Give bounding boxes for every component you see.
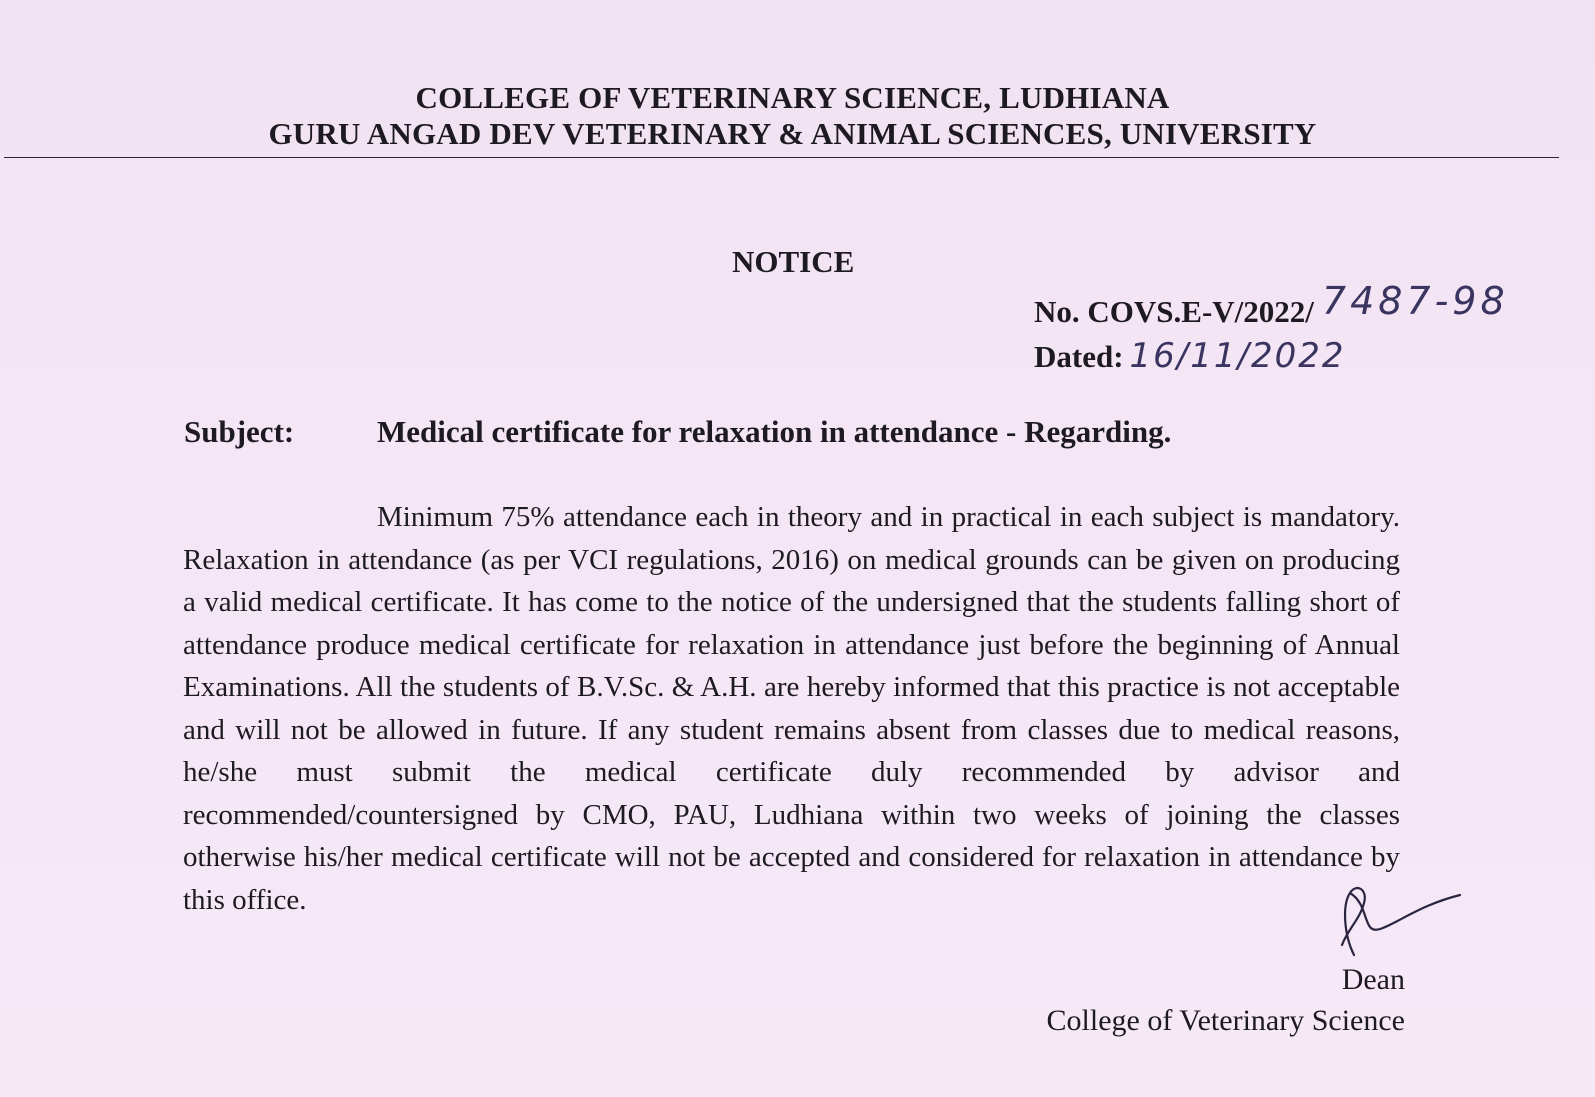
subject-label: Subject: xyxy=(184,414,295,449)
reference-number-handwritten: 7487-98 xyxy=(1321,279,1509,323)
signatory-title: Dean xyxy=(1341,963,1405,996)
college-name: COLLEGE OF VETERINARY SCIENCE, LUDHIANA xyxy=(415,80,1170,115)
dated-handwritten: 16/11/2022 xyxy=(1129,336,1346,376)
dated-line xyxy=(1034,334,1509,379)
reference-number-label: No. COVS.E-V/2022/ xyxy=(1034,294,1314,329)
university-name: GURU ANGAD DEV VETERINARY & ANIMAL SCIENCES, UNIVERSITY xyxy=(268,116,1317,151)
subject-text: Medical certificate for relaxation in attendance - Regarding. xyxy=(377,414,1172,449)
dated-label: Dated: xyxy=(1034,339,1124,374)
reference-block xyxy=(1034,279,1509,379)
dean-signature xyxy=(1340,885,1470,965)
notice-body: Minimum 75% attendance each in theory and in practical in each subject is mandatory. Relaxation in attendance (as per VCI regulations, 2016) on medical grounds can be given on producing a valid medical certificate. It has come to the notice of the undersigned that the students falling short of attendance produce medical certificate for relaxation in attendance just before the beginning of Annual Examinations. All the students of B.V.Sc. & A.H. are hereby informed that this practice is not acceptable and will not be allowed in future. If any student remains absent from classes due to medical reasons, he/she must submit the medical certificate duly recommended by advisor and recommended/countersigned by CMO, PAU, Ludhiana within two weeks of joining the classes otherwise his/her medical certificate will not be accepted and considered for relaxation in attendance by this office. xyxy=(183,501,1400,916)
reference-number-line xyxy=(1034,279,1509,334)
signatory-organization: College of Veterinary Science xyxy=(1046,1004,1405,1037)
notice-title: NOTICE xyxy=(732,244,855,279)
header-divider xyxy=(4,157,1559,158)
